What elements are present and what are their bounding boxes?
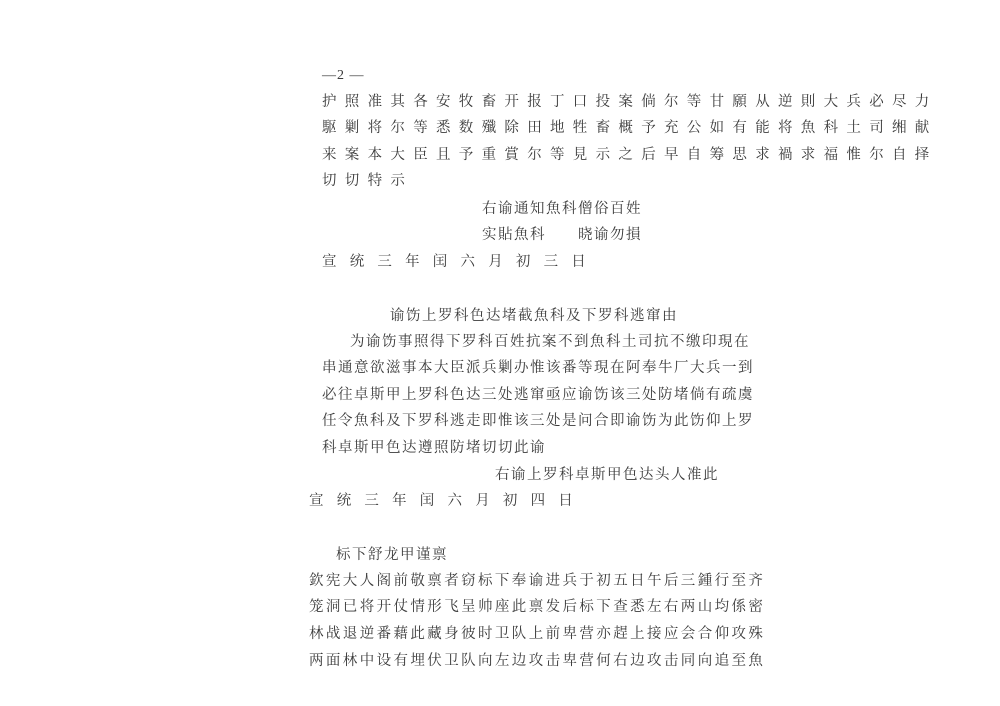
text-line: 欽宪大人阁前敬禀者窃标下奉谕进兵于初五日午后三鍾行至齐 — [309, 573, 766, 589]
section-title: 谕饬上罗科色达堵截魚科及下罗科逃窜由 — [390, 308, 678, 324]
addressee-line: 右谕通知魚科僧俗百姓 — [482, 201, 642, 217]
addressee-line: 实貼魚科 晓谕勿損 — [482, 227, 642, 243]
text-line: 必往卓斯甲上罗科色达三处逃窜亟应谕饬该三处防堵倘有疏虞 — [322, 387, 754, 403]
text-line: 来案本大臣且予重賞尔等見示之后早自筹思求禍求福惟尔自择 — [322, 147, 938, 163]
text-line: 林战退逆番藉此藏身彼时卫队上前卑营亦趕上接应会合仰攻殊 — [309, 626, 766, 642]
addressee-line: 右谕上罗科卓斯甲色达头人准此 — [495, 467, 719, 483]
text-line: 串通意欲滋事本大臣派兵剿办惟该番等現在阿奉牛厂大兵一到 — [322, 360, 754, 376]
page-number: —2 — — [322, 68, 365, 83]
date-line: 宣统三年闰六月初三日 — [322, 254, 599, 270]
date-line: 宣统三年闰六月初四日 — [309, 493, 586, 509]
text-line: 科卓斯甲色达遵照防堵切切此谕 — [322, 440, 546, 456]
text-line: 两面林中设有埋伏卫队向左边攻击卑营何右边攻击同向追至魚 — [309, 653, 766, 669]
text-line: 任令魚科及下罗科逃走即惟该三处是问合即谕饬为此饬仰上罗 — [322, 413, 754, 429]
text-line: 切切特示 — [322, 173, 414, 189]
text-line: 駆剿将尔等悉数殲除田地牲畜概予充公如有能将魚科土司缃献 — [322, 120, 938, 136]
text-line: 护照准其各安牧畜开报丁口投案倘尔等甘願从逆則大兵必尽力 — [322, 94, 938, 110]
section-title: 标下舒龙甲谨禀 — [336, 547, 448, 563]
text-line: 笼洞已将开仗情形飞呈帅座此禀发后标下查悉左右两山均係密 — [309, 599, 766, 615]
text-line: 为谕饬事照得下罗科百姓抗案不到魚科土司抗不缴印現在 — [350, 334, 750, 350]
